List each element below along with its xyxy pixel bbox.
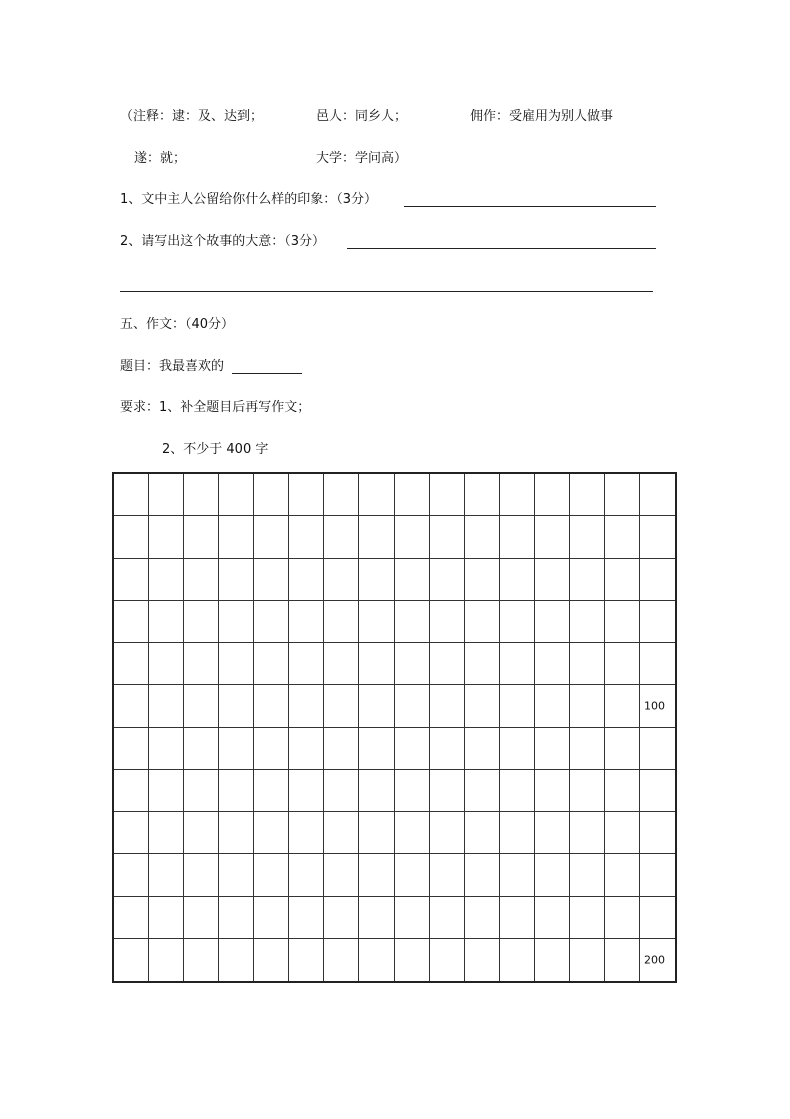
grid-cell[interactable] — [640, 728, 675, 770]
grid-cell[interactable] — [500, 516, 535, 558]
grid-cell[interactable] — [570, 516, 605, 558]
grid-cell[interactable] — [465, 643, 500, 685]
grid-cell[interactable] — [289, 854, 324, 896]
grid-cell[interactable] — [114, 728, 149, 770]
grid-cell[interactable] — [500, 601, 535, 643]
grid-cell[interactable] — [359, 939, 394, 981]
grid-cell[interactable] — [570, 685, 605, 727]
grid-cell[interactable] — [465, 770, 500, 812]
grid-cell[interactable] — [430, 601, 465, 643]
grid-cell[interactable] — [395, 516, 430, 558]
grid-cell[interactable] — [395, 559, 430, 601]
note-line-1-part-1: （注释：逮：及、达到； — [120, 109, 264, 124]
grid-cell[interactable] — [640, 643, 675, 685]
grid-cell[interactable] — [149, 474, 184, 516]
grid-cell[interactable] — [430, 897, 465, 939]
grid-cell[interactable] — [359, 812, 394, 854]
grid-cell[interactable] — [605, 685, 640, 727]
grid-cell[interactable] — [149, 939, 184, 981]
grid-cell[interactable] — [184, 643, 219, 685]
essay-topic-blank[interactable] — [232, 373, 302, 374]
grid-cell[interactable] — [430, 939, 465, 981]
note-line-1-part-3: 佣作：受雇用为别人做事 — [470, 109, 614, 124]
grid-cell[interactable] — [500, 897, 535, 939]
word-count-marker: 100 — [644, 699, 665, 713]
grid-cell[interactable] — [395, 939, 430, 981]
grid-cell[interactable] — [640, 897, 675, 939]
grid-cell[interactable] — [219, 812, 254, 854]
grid-cell[interactable] — [289, 516, 324, 558]
grid-cell[interactable] — [359, 516, 394, 558]
grid-cell[interactable] — [289, 897, 324, 939]
grid-cell[interactable] — [289, 770, 324, 812]
composition-grid[interactable] — [112, 472, 677, 983]
grid-cell[interactable] — [535, 939, 570, 981]
grid-cell[interactable] — [149, 897, 184, 939]
grid-cell[interactable] — [500, 939, 535, 981]
grid-cell[interactable] — [289, 559, 324, 601]
grid-cell[interactable] — [219, 601, 254, 643]
grid-cell[interactable] — [289, 939, 324, 981]
grid-cell[interactable] — [605, 601, 640, 643]
grid-cell[interactable] — [640, 685, 675, 727]
grid-cell[interactable] — [500, 643, 535, 685]
grid-cell[interactable] — [324, 685, 359, 727]
grid-cell[interactable] — [149, 601, 184, 643]
grid-cell[interactable] — [500, 474, 535, 516]
question-2-answer-line-2[interactable] — [120, 291, 653, 292]
grid-cell[interactable] — [219, 854, 254, 896]
grid-cell[interactable] — [359, 643, 394, 685]
grid-cell[interactable] — [359, 854, 394, 896]
grid-cell[interactable] — [640, 854, 675, 896]
grid-cell[interactable] — [605, 474, 640, 516]
grid-cell[interactable] — [114, 601, 149, 643]
question-2-text: 2、请写出这个故事的大意：（3分） — [120, 234, 326, 249]
grid-cell[interactable] — [324, 728, 359, 770]
grid-cell[interactable] — [570, 474, 605, 516]
grid-cell[interactable] — [184, 685, 219, 727]
grid-cell[interactable] — [465, 516, 500, 558]
grid-cell[interactable] — [430, 770, 465, 812]
grid-cell[interactable] — [184, 854, 219, 896]
grid-cell[interactable] — [184, 812, 219, 854]
grid-cell[interactable] — [254, 559, 289, 601]
grid-cell[interactable] — [149, 770, 184, 812]
grid-cell[interactable] — [605, 728, 640, 770]
grid-cell[interactable] — [359, 770, 394, 812]
grid-cell[interactable] — [324, 897, 359, 939]
grid-cell[interactable] — [324, 854, 359, 896]
grid-cell[interactable] — [114, 897, 149, 939]
grid-cell[interactable] — [254, 516, 289, 558]
grid-cell[interactable] — [605, 897, 640, 939]
grid-cell[interactable] — [535, 559, 570, 601]
grid-cell[interactable] — [570, 559, 605, 601]
grid-cell[interactable] — [465, 474, 500, 516]
grid-cell[interactable] — [640, 516, 675, 558]
grid-cell[interactable] — [465, 685, 500, 727]
grid-cell[interactable] — [149, 812, 184, 854]
grid-cell[interactable] — [324, 770, 359, 812]
grid-cell[interactable] — [500, 559, 535, 601]
grid-cell[interactable] — [395, 897, 430, 939]
grid-cell[interactable] — [500, 770, 535, 812]
grid-cell[interactable] — [465, 559, 500, 601]
grid-cell[interactable] — [605, 770, 640, 812]
grid-cell[interactable] — [430, 854, 465, 896]
grid-cell[interactable] — [359, 897, 394, 939]
grid-cell[interactable] — [535, 728, 570, 770]
grid-cell[interactable] — [640, 770, 675, 812]
essay-section-title: 五、作文：（40分） — [120, 317, 235, 332]
grid-cell[interactable] — [114, 685, 149, 727]
grid-cell[interactable] — [289, 728, 324, 770]
grid-cell[interactable] — [219, 559, 254, 601]
grid-cell[interactable] — [605, 812, 640, 854]
grid-cell[interactable] — [570, 897, 605, 939]
grid-cell[interactable] — [254, 474, 289, 516]
grid-cell[interactable] — [395, 770, 430, 812]
grid-cell[interactable] — [570, 939, 605, 981]
grid-cell[interactable] — [640, 474, 675, 516]
grid-cell[interactable] — [184, 516, 219, 558]
grid-cell[interactable] — [395, 601, 430, 643]
grid-cell[interactable] — [184, 474, 219, 516]
grid-cell[interactable] — [149, 728, 184, 770]
grid-cell[interactable] — [465, 897, 500, 939]
grid-cell[interactable] — [605, 939, 640, 981]
grid-cell[interactable] — [465, 854, 500, 896]
grid-cell[interactable] — [430, 728, 465, 770]
grid-cell[interactable] — [254, 685, 289, 727]
grid-cell[interactable] — [219, 474, 254, 516]
grid-cell[interactable] — [640, 601, 675, 643]
grid-cell[interactable] — [114, 643, 149, 685]
grid-cell[interactable] — [149, 559, 184, 601]
grid-cell[interactable] — [219, 728, 254, 770]
grid-cell[interactable] — [640, 939, 675, 981]
grid-cell[interactable] — [570, 728, 605, 770]
grid-cell[interactable] — [430, 685, 465, 727]
grid-cell[interactable] — [254, 601, 289, 643]
grid-cell[interactable] — [114, 516, 149, 558]
essay-topic-label: 题目：我最喜欢的 — [120, 359, 225, 374]
grid-cell[interactable] — [114, 854, 149, 896]
grid-cell[interactable] — [465, 939, 500, 981]
grid-cell[interactable] — [254, 897, 289, 939]
grid-cell[interactable] — [254, 939, 289, 981]
grid-cell[interactable] — [114, 474, 149, 516]
grid-cell[interactable] — [605, 643, 640, 685]
grid-cell[interactable] — [149, 685, 184, 727]
essay-requirement-2: 2、不少于 400 字 — [162, 442, 269, 457]
grid-cell[interactable] — [640, 559, 675, 601]
grid-cell[interactable] — [395, 474, 430, 516]
grid-cell[interactable] — [465, 601, 500, 643]
grid-cell[interactable] — [430, 474, 465, 516]
grid-cell[interactable] — [395, 685, 430, 727]
grid-cell[interactable] — [324, 516, 359, 558]
note-line-1-part-2: 邑人：同乡人； — [316, 109, 408, 124]
grid-cell[interactable] — [149, 854, 184, 896]
grid-cell[interactable] — [184, 939, 219, 981]
grid-cell[interactable] — [149, 516, 184, 558]
grid-cell[interactable] — [324, 812, 359, 854]
grid-cell[interactable] — [535, 643, 570, 685]
grid-cell[interactable] — [500, 812, 535, 854]
grid-cell[interactable] — [535, 516, 570, 558]
grid-cell[interactable] — [184, 897, 219, 939]
grid-cell[interactable] — [395, 728, 430, 770]
grid-cell[interactable] — [535, 474, 570, 516]
grid-cell[interactable] — [114, 812, 149, 854]
grid-cell[interactable] — [500, 685, 535, 727]
grid-cell[interactable] — [219, 770, 254, 812]
grid-cell[interactable] — [500, 854, 535, 896]
grid-cell[interactable] — [149, 643, 184, 685]
grid-cell[interactable] — [570, 812, 605, 854]
question-1-answer-line[interactable] — [404, 206, 656, 207]
grid-cell[interactable] — [359, 601, 394, 643]
grid-cell[interactable] — [605, 854, 640, 896]
grid-cell[interactable] — [430, 643, 465, 685]
question-2-answer-line[interactable] — [347, 248, 656, 249]
grid-cell[interactable] — [359, 474, 394, 516]
grid-cell[interactable] — [184, 559, 219, 601]
grid-cell[interactable] — [324, 559, 359, 601]
grid-cell[interactable] — [254, 643, 289, 685]
grid-cell[interactable] — [535, 685, 570, 727]
grid-cell[interactable] — [605, 516, 640, 558]
grid-cell[interactable] — [219, 939, 254, 981]
grid-cell[interactable] — [605, 559, 640, 601]
grid-cell[interactable] — [114, 559, 149, 601]
grid-cell[interactable] — [570, 643, 605, 685]
grid-cell[interactable] — [535, 897, 570, 939]
grid-cell[interactable] — [359, 559, 394, 601]
essay-requirement-1: 要求：1、补全题目后再写作文； — [120, 400, 311, 415]
grid-cell[interactable] — [114, 939, 149, 981]
note-line-2-part-1: 遂：就； — [134, 151, 187, 166]
grid-cell[interactable] — [535, 770, 570, 812]
grid-cell[interactable] — [570, 601, 605, 643]
grid-cell[interactable] — [184, 728, 219, 770]
grid-cell[interactable] — [254, 812, 289, 854]
grid-cell[interactable] — [289, 601, 324, 643]
grid-cell[interactable] — [324, 474, 359, 516]
grid-cell[interactable] — [359, 728, 394, 770]
grid-cell[interactable] — [500, 728, 535, 770]
grid-cell[interactable] — [640, 812, 675, 854]
grid-cell[interactable] — [570, 770, 605, 812]
grid-cell[interactable] — [219, 643, 254, 685]
grid-cell[interactable] — [289, 474, 324, 516]
note-line-2-part-2: 大学：学问高） — [316, 151, 408, 166]
grid-cell[interactable] — [535, 854, 570, 896]
grid-cell[interactable] — [395, 643, 430, 685]
grid-cell[interactable] — [430, 516, 465, 558]
grid-cell[interactable] — [430, 559, 465, 601]
grid-cell[interactable] — [570, 854, 605, 896]
grid-cell[interactable] — [395, 812, 430, 854]
grid-cell[interactable] — [324, 643, 359, 685]
grid-cell[interactable] — [465, 728, 500, 770]
grid-cell[interactable] — [219, 897, 254, 939]
grid-cell[interactable] — [535, 601, 570, 643]
grid-cell[interactable] — [254, 770, 289, 812]
grid-cell[interactable] — [465, 812, 500, 854]
grid-cell[interactable] — [359, 685, 394, 727]
question-1-text: 1、文中主人公留给你什么样的印象：（3分） — [120, 192, 378, 207]
grid-cell[interactable] — [254, 728, 289, 770]
grid-cell[interactable] — [430, 812, 465, 854]
grid-cell[interactable] — [289, 643, 324, 685]
grid-cell[interactable] — [254, 854, 289, 896]
grid-cell[interactable] — [184, 770, 219, 812]
grid-cell[interactable] — [535, 812, 570, 854]
grid-cell[interactable] — [219, 685, 254, 727]
grid-cell[interactable] — [289, 685, 324, 727]
grid-cell[interactable] — [114, 770, 149, 812]
grid-cell[interactable] — [395, 854, 430, 896]
grid-cell[interactable] — [324, 939, 359, 981]
grid-cell[interactable] — [289, 812, 324, 854]
grid-cell[interactable] — [184, 601, 219, 643]
grid-cell[interactable] — [219, 516, 254, 558]
grid-cell[interactable] — [324, 601, 359, 643]
word-count-marker: 200 — [644, 953, 665, 967]
